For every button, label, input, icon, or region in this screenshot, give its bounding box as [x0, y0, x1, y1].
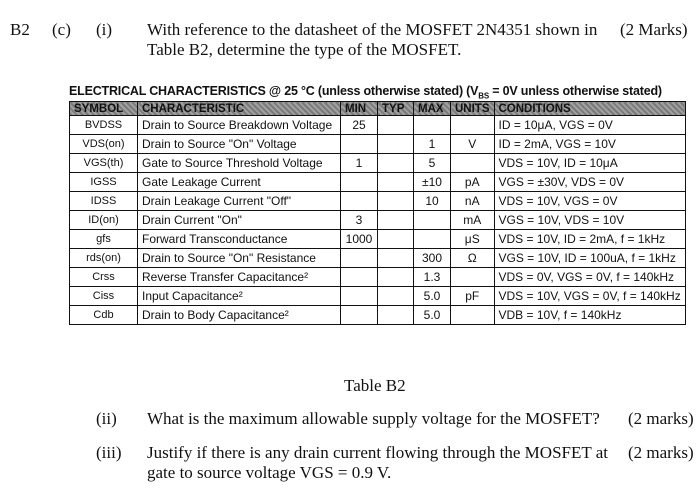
cell-min: [341, 268, 378, 287]
table-row: [70, 154, 686, 173]
cell-units: [451, 154, 495, 173]
cell-symbol: IGSS: [70, 173, 138, 192]
cell-conditions: VDS = 10V, VGS = 0V: [494, 192, 685, 211]
question-iii-line2: gate to source voltage VGS = 0.9 V.: [147, 463, 392, 482]
question-i-line2: Table B2, determine the type of the MOSFET.: [147, 40, 462, 59]
cell-units: mA: [451, 211, 495, 230]
cell-max: [414, 116, 451, 135]
question-iii-line1: Justify if there is any drain current flowing through the MOSFET at: [147, 443, 608, 462]
cell-typ: [378, 154, 414, 173]
cell-units: μS: [451, 230, 495, 249]
cell-symbol: gfs: [70, 230, 138, 249]
cell-min: [341, 249, 378, 268]
cell-typ: [378, 116, 414, 135]
cell-characteristic: Gate to Source Threshold Voltage: [138, 154, 341, 173]
cell-units: nA: [451, 192, 495, 211]
table-header-row: [70, 102, 686, 116]
cell-conditions: VGS = 10V, VDS = 10V: [494, 211, 685, 230]
cell-conditions: ID = 2mA, VGS = 10V: [494, 135, 685, 154]
cell-typ: [378, 249, 414, 268]
cell-characteristic: Input Capacitance²: [138, 287, 341, 306]
cell-symbol: VGS(th): [70, 154, 138, 173]
question-ii-text: What is the maximum allowable supply voltage for the MOSFET?: [147, 409, 600, 428]
header-min: MIN: [341, 102, 378, 116]
cell-symbol: Crss: [70, 268, 138, 287]
cell-symbol: IDSS: [70, 192, 138, 211]
table-row: [70, 135, 686, 154]
cell-symbol: Cdb: [70, 306, 138, 325]
header-typ: TYP: [378, 102, 414, 116]
cell-max: 10: [414, 192, 451, 211]
table-row: [70, 268, 686, 287]
table-row: [70, 116, 686, 135]
cell-symbol: VDS(on): [70, 135, 138, 154]
section-label: B2: [10, 20, 30, 39]
cell-units: V: [451, 135, 495, 154]
cell-symbol: BVDSS: [70, 116, 138, 135]
cell-characteristic: Gate Leakage Current: [138, 173, 341, 192]
cell-conditions: VDS = 10V, VGS = 0V, f = 140kHz: [494, 287, 685, 306]
header-symbol: SYMBOL: [70, 102, 138, 116]
cell-symbol: ID(on): [70, 211, 138, 230]
cell-typ: [378, 287, 414, 306]
header-characteristic: CHARACTERISTIC: [138, 102, 341, 116]
cell-typ: [378, 306, 414, 325]
header-max: MAX: [414, 102, 451, 116]
cell-min: 1000: [341, 230, 378, 249]
cell-conditions: VGS = 10V, ID = 100uA, f = 1kHz: [494, 249, 685, 268]
cell-min: [341, 173, 378, 192]
cell-typ: [378, 173, 414, 192]
cell-characteristic: Reverse Transfer Capacitance²: [138, 268, 341, 287]
sub-label-i: (i): [96, 20, 113, 39]
cell-typ: [378, 230, 414, 249]
cell-min: [341, 306, 378, 325]
table-row: [70, 306, 686, 325]
sub-label-iii: (iii): [96, 443, 122, 462]
table-row: [70, 249, 686, 268]
cell-conditions: VGS = ±30V, VDS = 0V: [494, 173, 685, 192]
spec-table: [69, 101, 686, 325]
cell-units: pF: [451, 287, 495, 306]
cell-symbol: Ciss: [70, 287, 138, 306]
cell-typ: [378, 268, 414, 287]
table-row: [70, 173, 686, 192]
table-title: ELECTRICAL CHARACTERISTICS @ 25 °C (unless otherwise stated) ($V_{BS} = 0V$ unless otherwise stated): [69, 84, 662, 101]
cell-characteristic: Drain to Source "On" Voltage: [138, 135, 341, 154]
cell-max: [414, 230, 451, 249]
cell-typ: [378, 211, 414, 230]
cell-units: Ω: [451, 249, 495, 268]
table-row: [70, 211, 686, 230]
cell-conditions: VDS = 10V, ID = 10μA: [494, 154, 685, 173]
cell-max: 5.0: [414, 306, 451, 325]
table-row: [70, 192, 686, 211]
cell-units: pA: [451, 173, 495, 192]
cell-conditions: ID = 10μA, VGS = 0V: [494, 116, 685, 135]
cell-max: 5: [414, 154, 451, 173]
cell-typ: [378, 192, 414, 211]
cell-units: [451, 306, 495, 325]
cell-min: [341, 192, 378, 211]
cell-max: 1.3: [414, 268, 451, 287]
cell-characteristic: Forward Transconductance: [138, 230, 341, 249]
cell-conditions: VDS = 10V, ID = 2mA, f = 1kHz: [494, 230, 685, 249]
part-label: (c): [52, 20, 71, 39]
sub-label-ii: (ii): [96, 409, 117, 428]
cell-min: 25: [341, 116, 378, 135]
cell-characteristic: Drain Current "On": [138, 211, 341, 230]
cell-min: 1: [341, 154, 378, 173]
header-conditions: CONDITIONS: [494, 102, 685, 116]
marks-iii: (2 marks): [628, 443, 694, 462]
cell-max: ±10: [414, 173, 451, 192]
table-caption: Table B2: [344, 376, 406, 395]
marks-ii: (2 marks): [628, 409, 694, 428]
cell-max: [414, 211, 451, 230]
table-row: [70, 230, 686, 249]
cell-characteristic: Drain Leakage Current "Off": [138, 192, 341, 211]
question-i-line1: With reference to the datasheet of the MOSFET 2N4351 shown in: [147, 20, 598, 39]
cell-units: [451, 116, 495, 135]
cell-characteristic: Drain to Source Breakdown Voltage: [138, 116, 341, 135]
cell-max: 5.0: [414, 287, 451, 306]
cell-max: 1: [414, 135, 451, 154]
cell-characteristic: Drain to Body Capacitance²: [138, 306, 341, 325]
table-row: [70, 287, 686, 306]
cell-conditions: VDB = 10V, f = 140kHz: [494, 306, 685, 325]
cell-symbol: rds(on): [70, 249, 138, 268]
cell-max: 300: [414, 249, 451, 268]
header-units: UNITS: [451, 102, 495, 116]
cell-units: [451, 268, 495, 287]
cell-typ: [378, 135, 414, 154]
cell-min: [341, 135, 378, 154]
cell-characteristic: Drain to Source "On" Resistance: [138, 249, 341, 268]
cell-conditions: VDS = 0V, VGS = 0V, f = 140kHz: [494, 268, 685, 287]
cell-min: 3: [341, 211, 378, 230]
marks-i: (2 Marks): [620, 20, 688, 39]
cell-min: [341, 287, 378, 306]
